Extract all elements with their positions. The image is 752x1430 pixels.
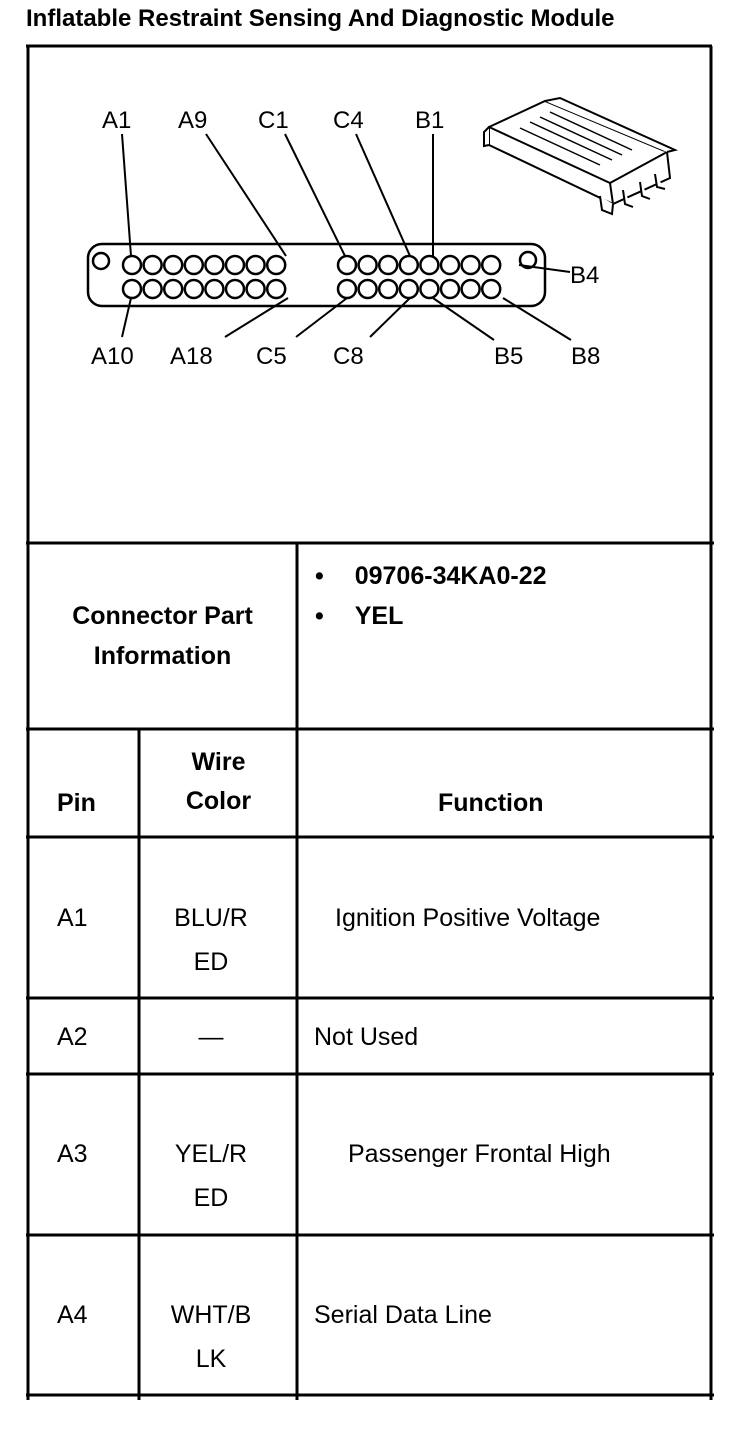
pin-hole bbox=[164, 256, 182, 274]
pin-cell: A1 bbox=[57, 904, 88, 932]
pin-hole bbox=[185, 280, 203, 298]
connector-info-label-line1: Connector Part bbox=[72, 602, 253, 630]
connector-info-item bbox=[315, 596, 403, 636]
pin-hole bbox=[379, 280, 397, 298]
pin-cell: A2 bbox=[57, 1023, 88, 1051]
label-c5: C5 bbox=[256, 343, 287, 370]
label-b8: B8 bbox=[571, 343, 601, 370]
pin-hole bbox=[441, 256, 459, 274]
pin-hole bbox=[359, 256, 377, 274]
pin-hole bbox=[123, 280, 141, 298]
pin-hole bbox=[338, 280, 356, 298]
leader-line bbox=[370, 298, 410, 337]
connector-diagram bbox=[0, 0, 752, 540]
pin-hole bbox=[267, 256, 285, 274]
pin-hole bbox=[185, 256, 203, 274]
pin-hole bbox=[247, 256, 265, 274]
pin-cell: A4 bbox=[57, 1301, 88, 1329]
label-c1: C1 bbox=[258, 107, 289, 134]
label-b4: B4 bbox=[570, 262, 600, 289]
leader-line bbox=[433, 298, 494, 340]
pin-hole bbox=[205, 280, 223, 298]
pin-hole bbox=[482, 256, 500, 274]
header-wire-color bbox=[141, 743, 296, 821]
pin-hole bbox=[164, 280, 182, 298]
bullet-glyph: • bbox=[315, 562, 324, 590]
wire-color-cell bbox=[141, 1015, 281, 1059]
connector-part-number: 09706-34KA0-22 bbox=[354, 562, 547, 590]
pin-hole bbox=[462, 256, 480, 274]
wire-color-line2: ED bbox=[193, 948, 229, 976]
leader-line bbox=[122, 298, 131, 337]
connector-color: YEL bbox=[354, 602, 404, 630]
pin-hole bbox=[462, 280, 480, 298]
pin-hole bbox=[482, 280, 500, 298]
header-function: Function bbox=[438, 789, 544, 817]
connector-illustration bbox=[484, 98, 675, 214]
connector-info-label-line2: Information bbox=[93, 642, 232, 670]
leader-line bbox=[225, 298, 288, 337]
wire-color-line1: — bbox=[198, 1023, 224, 1051]
pin-hole bbox=[400, 256, 418, 274]
wire-color-cell bbox=[141, 896, 281, 984]
label-b5: B5 bbox=[494, 343, 524, 370]
wire-color-line1: YEL/R bbox=[174, 1140, 248, 1168]
label-b1: B1 bbox=[415, 107, 445, 134]
pin-hole bbox=[226, 280, 244, 298]
wire-color-line2: ED bbox=[193, 1184, 229, 1212]
label-c4: C4 bbox=[333, 107, 364, 134]
bullet-glyph: • bbox=[315, 602, 324, 630]
wire-color-line1: WHT/B bbox=[170, 1301, 252, 1329]
wire-color-line1: BLU/R bbox=[174, 904, 248, 932]
pin-hole bbox=[267, 280, 285, 298]
pin-hole bbox=[441, 280, 459, 298]
pin-hole bbox=[420, 256, 438, 274]
pin-hole bbox=[247, 280, 265, 298]
leader-line bbox=[206, 134, 286, 256]
wire-color-line2: LK bbox=[195, 1345, 227, 1373]
function-cell: Serial Data Line bbox=[314, 1301, 492, 1329]
wire-color-cell bbox=[141, 1132, 281, 1220]
pin-hole bbox=[226, 256, 244, 274]
leader-line bbox=[122, 134, 131, 256]
pin-hole bbox=[144, 280, 162, 298]
pin-hole bbox=[338, 256, 356, 274]
label-a18: A18 bbox=[170, 343, 213, 370]
label-a1: A1 bbox=[102, 107, 132, 134]
wire-color-cell bbox=[141, 1293, 281, 1381]
pin-hole bbox=[379, 256, 397, 274]
leader-line bbox=[356, 134, 410, 256]
connector-info-item bbox=[315, 556, 547, 596]
function-cell: Passenger Frontal High bbox=[348, 1140, 611, 1168]
pin-hole bbox=[400, 280, 418, 298]
pin-hole bbox=[123, 256, 141, 274]
connector-info-label bbox=[30, 596, 295, 676]
pin-cell: A3 bbox=[57, 1140, 88, 1168]
leader-line bbox=[296, 298, 347, 337]
pin-hole bbox=[420, 280, 438, 298]
pin-hole bbox=[205, 256, 223, 274]
header-wire-line1: Wire bbox=[191, 748, 246, 776]
label-a10: A10 bbox=[91, 343, 134, 370]
pin-hole bbox=[144, 256, 162, 274]
leader-line bbox=[285, 134, 345, 256]
page-title: Inflatable Restraint Sensing And Diagnostic Module bbox=[26, 5, 615, 32]
label-a9: A9 bbox=[178, 107, 208, 134]
function-cell: Not Used bbox=[314, 1023, 419, 1051]
label-c8: C8 bbox=[333, 343, 364, 370]
pin-hole bbox=[359, 280, 377, 298]
header-wire-line2: Color bbox=[185, 787, 252, 815]
function-cell: Ignition Positive Voltage bbox=[335, 904, 601, 932]
header-pin: Pin bbox=[57, 789, 96, 817]
